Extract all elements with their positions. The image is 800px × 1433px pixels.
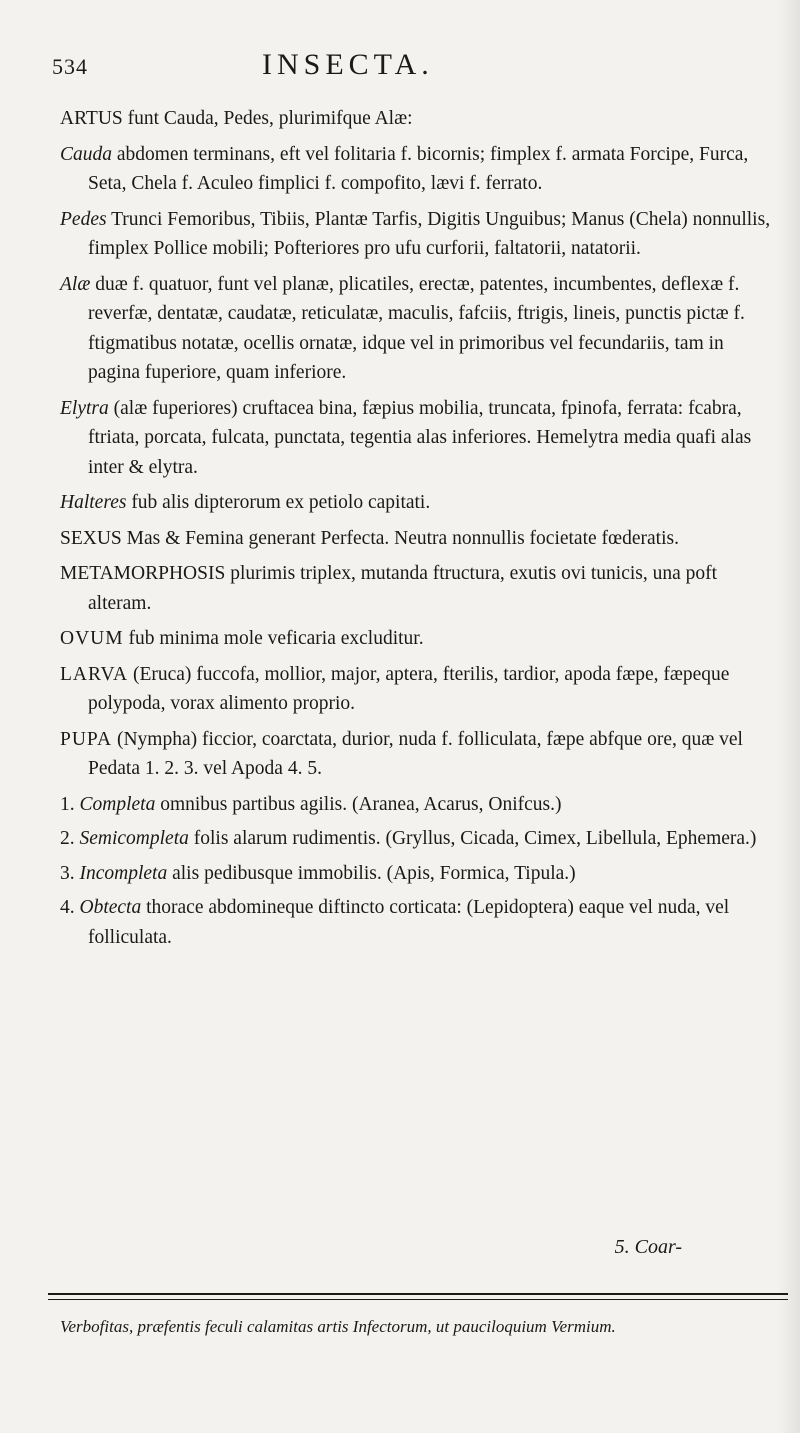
lead-word: SEXUS: [60, 527, 122, 549]
item-number: 4.: [60, 897, 75, 918]
paragraph-text: (Nympha) ficcior, coarctata, durior, nuda f. folliculata, fæpe abfque ore, quæ vel Pedata 1. 2. 3. vel Apoda 4. 5.: [88, 728, 743, 779]
main-text: [60, 104, 775, 957]
numbered-item-1: [60, 790, 775, 820]
item-lead: Semicompleta: [79, 828, 189, 849]
lead-word: Cauda: [60, 143, 113, 165]
item-number: 1.: [60, 793, 75, 815]
item-lead: Incompleta: [79, 862, 168, 884]
lead-word: ARTUS: [60, 108, 123, 129]
paragraph-text: funt Cauda, Pedes, plurimifque Alæ:: [122, 108, 413, 129]
item-text: omnibus partibus agilis. (Aranea, Acarus, Onifcus.): [155, 793, 562, 815]
item-text: thorace abdomineque diftincto corticata: (Lepidoptera) eaque vel nuda, vel folliculata.: [88, 897, 730, 948]
lead-word: Elytra: [60, 397, 109, 419]
page-edge-shadow: [778, 0, 800, 1433]
item-text: folis alarum rudimentis. (Gryllus, Cicada, Cimex, Libellula, Ephemera.): [188, 828, 757, 849]
numbered-item-4: [60, 893, 775, 952]
paragraph-text: duæ f. quatuor, funt vel planæ, plicatiles, erectæ, patentes, incumbentes, deflexæ f. reverfæ, dentatæ, caudatæ, reticulatæ, maculis, fafciis, ftrigis, lineis, punctis pictæ f. ftigmatibus notatæ, ocellis ornatæ, idque vel in primoribus vel fecundariis, tam in pagina fuperiore, quam inferiore.: [88, 273, 745, 383]
paragraph-pupa: [60, 725, 775, 784]
item-lead: Completa: [79, 793, 156, 815]
paragraph-cauda: [60, 140, 775, 199]
paragraph-text: abdomen terminans, eft vel folitaria f. bicornis; fimplex f. armata Forcipe, Furca, Seta, Chela f. Aculeo fimplici f. compofito, lævi f. ferrato.: [88, 143, 749, 194]
paragraph-text: fub minima mole veficaria excluditur.: [123, 628, 424, 649]
paragraph-pedes: [60, 205, 775, 264]
paragraph-text: (alæ fuperiores) cruftacea bina, fæpius mobilia, truncata, fpinofa, ferrata: fcabra, ftriata, porcata, fulcata, punctata, tegentia alas inferiores. Hemelytra media quafi alas inter & elytra.: [88, 397, 752, 478]
paragraph-larva: [60, 660, 775, 719]
item-number: 3.: [60, 862, 75, 884]
paragraph-elytra: [60, 394, 775, 483]
paragraph-ovum: [60, 624, 775, 654]
paragraph-metamorphosis: [60, 559, 775, 618]
paragraph-text: Mas & Femina generant Perfecta. Neutra nonnullis focietate fœderatis.: [121, 527, 679, 549]
paragraph-halteres: [60, 488, 775, 518]
footnote: Verbofitas, præfentis feculi calamitas artis Infectorum, ut pauciloquium Vermium.: [60, 1317, 616, 1336]
lead-word: METAMORPHOSIS: [60, 563, 226, 584]
numbered-item-2: [60, 824, 775, 854]
page-header: [52, 48, 752, 88]
paragraph-text: (Eruca) fuccofa, mollior, major, aptera, fterilis, tardior, apoda fæpe, fæpeque polypoda, vorax alimento proprio.: [88, 663, 730, 714]
paragraph-text: Trunci Femoribus, Tibiis, Plantæ Tarfis, Digitis Unguibus; Manus (Chela) nonnullis, fimplex Pollice mobili; Pofteriores pro ufu curforii, faltatorii, natatorii.: [88, 208, 771, 259]
page-number: 534: [52, 54, 88, 79]
paragraph-text: plurimis triplex, mutanda ftructura, exutis ovi tunicis, una poft alteram.: [88, 563, 718, 614]
paragraph-sexus: [60, 524, 775, 554]
item-lead: Obtecta: [79, 897, 142, 918]
lead-word: LARVA: [60, 663, 129, 685]
footnote-divider: [48, 1293, 788, 1300]
item-text: alis pedibusque immobilis. (Apis, Formica, Tipula.): [167, 862, 576, 884]
lead-word: Halteres: [60, 492, 127, 513]
paragraph-artus: [60, 104, 775, 134]
item-number: 2.: [60, 828, 75, 849]
paragraph-text: fub alis dipterorum ex petiolo capitati.: [126, 492, 431, 513]
numbered-item-3: [60, 859, 775, 889]
catchword: 5. Coar-: [614, 1236, 682, 1258]
lead-word: Pedes: [60, 208, 107, 230]
paragraph-alae: [60, 270, 775, 388]
running-head: INSECTA.: [262, 48, 434, 81]
lead-word: OVUM: [60, 628, 124, 649]
lead-word: Alæ: [60, 273, 91, 295]
lead-word: PUPA: [60, 728, 113, 750]
